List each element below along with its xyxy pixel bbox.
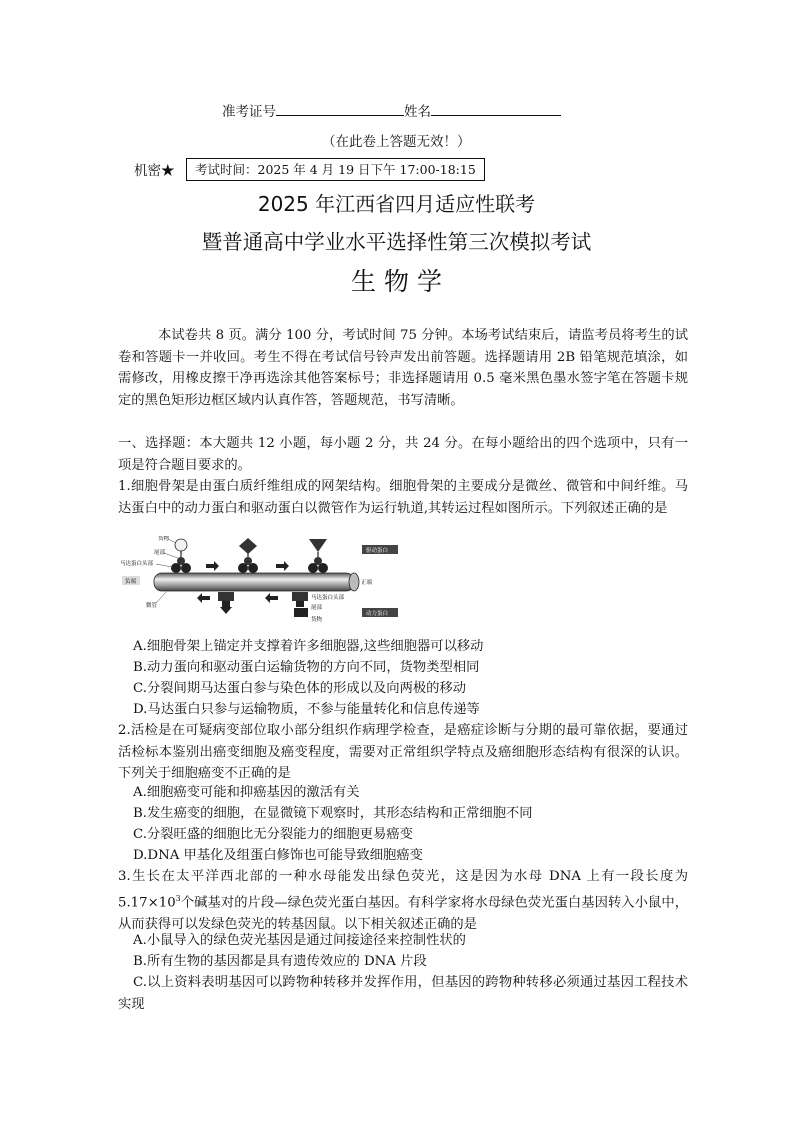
instructions-text: 本试卷共 8 页。满分 100 分，考试时间 75 分钟。本场考试结束后，请监考员将考生的试卷和答题卡一并收回。考生不得在考试信号铃声发出前答题。选择题请用 2B 铅笔规范填涂，如需修改，用橡皮擦干净再选涂其他答案标号；非选择题请用 0.5 毫米黑色墨水签字笔在答题卡规定的黑色矩形边框区域内认真作答，答题规范，书写清晰。 [118,328,688,408]
q1-option-c: C.分裂间期马达蛋白参与染色体的形成以及向两极的移动 [133,681,467,696]
q3-stem-part-a: 3.生长在太平洋西北部的一种水母能发出绿色荧光，这是因为水母 DNA 上有一段长度为 5.17×10 [118,869,688,911]
label-minus-end: 负端 [125,579,137,585]
label-dynein-cargo: 货物 [311,617,323,623]
q2-option-d: D.DNA 甲基化及组蛋白修饰也可能导致细胞癌变 [133,848,423,863]
label-kinesin-box: 驱动蛋白 [366,548,389,554]
invalid-note: （在此卷上答题无效！） [322,134,471,150]
section-heading-text: 一、选择题：本大题共 12 小题，每小题 2 分，共 24 分。在每小题给出的四个选项中，只有一项是符合题目要求的。 [118,436,688,473]
q2-option-b: B.发生癌变的细胞，在显微镜下观察时，其形态结构和正常细胞不同 [133,806,533,821]
q3-stem-part-b: 个碱基对的片段—绿色荧光蛋白基因。有科学家将水母绿色荧光蛋白基因转入小鼠中，从而获得可以发绿色荧光的转基因鼠。以下相关叙述正确的是 [118,895,688,932]
label-dynein-tail: 尾部 [311,605,323,611]
q3-stem-exponent: 3 [175,893,181,903]
label-dynein-head: 马达蛋白头部 [311,595,345,601]
exam-info-line [222,101,561,124]
label-head-left: 马达蛋白头部 [120,561,154,567]
question-2-stem-text: 2.活检是在可疑病变部位取小部分组织作病理学检查，是癌症诊断与分期的最可靠依据，要通过活检标本鉴别出癌变细胞及癌变程度，需要对正常组织学特点及癌细胞形态结构有很深的认识。下列关于细胞癌变不正确的是 [118,723,688,782]
q1-option-d: D.马达蛋白只参与运输物质，不参与能量转化和信息传递等 [133,702,480,717]
dynein-motor-2 [292,592,308,617]
q1-option-b: B.动力蛋向和驱动蛋白运输货物的方向不同，货物类型相同 [133,660,480,675]
q3-option-b: B.所有生物的基因都是具有遗传效应的 DNA 片段 [133,954,427,969]
section-heading [118,433,688,476]
q1-option-a: A.细胞骨架上锚定并支撑着许多细胞器,这些细胞器可以移动 [133,639,484,654]
q2-option-c: C.分裂旺盛的细胞比无分裂能力的细胞更易癌变 [133,827,413,842]
exam-number-field[interactable] [276,101,404,116]
motor-protein-figure [118,536,403,630]
label-cargo: 货物 [158,536,170,542]
label-plus-end: 正端 [361,580,373,586]
question-1-stem-text: 1.细胞骨架是由蛋白质纤维组成的网架结构。细胞骨架的主要成分是微丝、微管和中间纤维。马达蛋白中的动力蛋白和驱动蛋白以微管作为运行轨道,其转运过程如图所示。下列叙述正确的是 [118,479,688,516]
question-3-stem [118,866,688,935]
subject-title: 生 物 学 [351,267,442,296]
kinesin-motor-2 [238,538,258,573]
exam-number-label: 准考证号 [222,104,276,120]
microtubule-tube [154,573,354,591]
exam-time-box [186,158,485,181]
question-1-stem [118,476,688,519]
q3-option-a: A.小鼠导入的绿色荧光基因是通过间接途径来控制性状的 [133,933,466,948]
label-dynein-box: 动力蛋白 [366,611,389,617]
kinesin-motor-1 [171,539,191,573]
name-field[interactable] [431,101,561,116]
q3-option-c-wrap [118,972,688,1015]
q2-option-a: A.细胞癌变可能和抑癌基因的激活有关 [133,785,360,800]
question-3-stem-text [118,866,688,935]
q3-option-c: C.以上资料表明基因可以跨物种转移并发挥作用，但基因的跨物种转移必须通过基因工程技术实现 [118,975,688,1012]
kinesin-motor-3 [308,539,328,573]
exam-time: 考试时间：2025 年 4 月 19 日下午 17:00-18:15 [195,162,476,177]
secret-label: 机密★ [134,163,175,179]
label-microtubule: 微管 [146,603,158,609]
title-line-1: 2025 年江西省四月适应性联考 [257,192,536,216]
backward-arrows [197,593,278,603]
question-2-stem [118,720,688,785]
dynein-motor-1 [218,592,234,614]
name-label: 姓名 [404,104,431,120]
label-tail: 尾部 [154,550,166,556]
title-line-2: 暨普通高中学业水平选择性第三次模拟考试 [201,230,592,254]
instructions [118,325,688,411]
